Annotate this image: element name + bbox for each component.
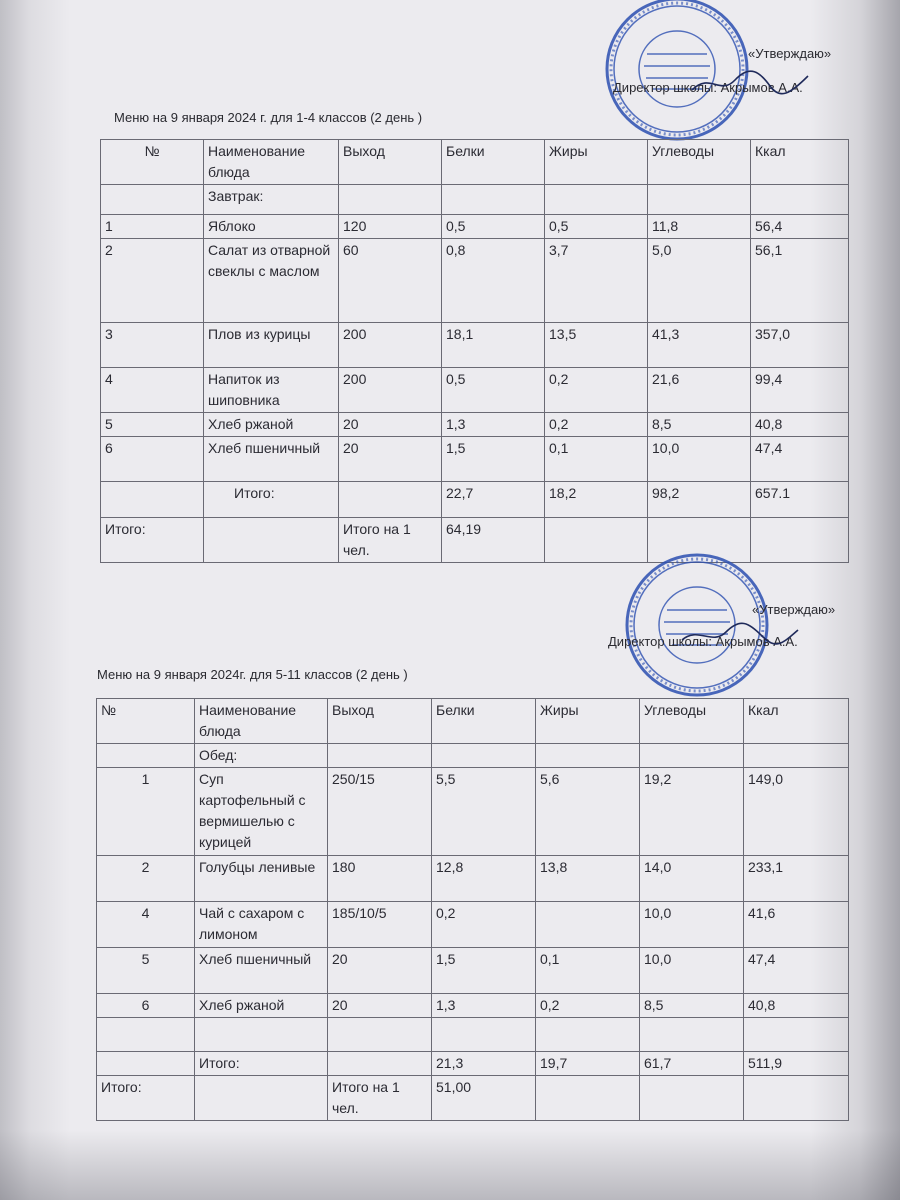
menu1-caption: Меню на 9 января 2024 г. для 1-4 классов (2 день ) (114, 110, 423, 125)
table-row: 5 Хлеб пшеничный 20 1,5 0,1 10,0 47,4 (97, 948, 849, 994)
table-row: 2 Салат из отварной свеклы с маслом 60 0,8 3,7 5,0 56,1 (101, 239, 849, 323)
table-row: 4 Чай с сахаром с лимоном 185/10/5 0,2 10,0 41,6 (97, 902, 849, 948)
per-person-value: 64,19 (442, 518, 545, 563)
header-protein: Белки (442, 140, 545, 185)
table-row: 6 Хлеб пшеничный 20 1,5 0,1 10,0 47,4 (101, 437, 849, 482)
table-row: 4 Напиток из шиповника 200 0,5 0,2 21,6 99,4 (101, 368, 849, 413)
subtotal-carbs: 61,7 (640, 1052, 744, 1076)
table-row: 5 Хлеб ржаной 20 1,3 0,2 8,5 40,8 (101, 413, 849, 437)
menu2-header-row (97, 699, 849, 744)
menu2-table (96, 698, 849, 1121)
meal-row (101, 185, 849, 215)
header-kcal: Ккал (751, 140, 849, 185)
subtotal-protein: 22,7 (442, 482, 545, 518)
meal-label: Завтрак: (204, 185, 339, 215)
signature-2 (680, 620, 800, 650)
header-carbs: Углеводы (640, 699, 744, 744)
header-carbs: Углеводы (648, 140, 751, 185)
menu1-header-row (101, 140, 849, 185)
header-kcal: Ккал (744, 699, 849, 744)
meal-row (97, 744, 849, 768)
table-row: 6 Хлеб ржаной 20 1,3 0,2 8,5 40,8 (97, 994, 849, 1018)
director-line-2: Директор школы: Акрымов А.А. (608, 634, 798, 649)
subtotal-label: Итого: (204, 482, 339, 518)
subtotal-fat: 19,7 (536, 1052, 640, 1076)
subtotal-kcal: 657.1 (751, 482, 849, 518)
subtotal-protein: 21,3 (432, 1052, 536, 1076)
table-row: 1 Суп картофельный с вермишелью с курицей 250/15 5,5 5,6 19,2 149,0 (97, 768, 849, 856)
subtotal-row (101, 482, 849, 518)
subtotal-carbs: 98,2 (648, 482, 751, 518)
table-row: 3 Плов из курицы 200 18,1 13,5 41,3 357,0 (101, 323, 849, 368)
subtotal-kcal: 511,9 (744, 1052, 849, 1076)
meal-label: Обед: (195, 744, 328, 768)
header-output: Выход (328, 699, 432, 744)
signature-1 (690, 68, 810, 98)
total-label: Итого: (97, 1076, 195, 1121)
subtotal-label: Итого: (195, 1052, 328, 1076)
total-label: Итого: (101, 518, 204, 563)
menu1-table (100, 139, 849, 563)
director-line-1: Директор школы: Акрымов А.А. (613, 80, 803, 95)
table-row: 1 Яблоко 120 0,5 0,5 11,8 56,4 (101, 215, 849, 239)
empty-row (97, 1018, 849, 1052)
subtotal-row (97, 1052, 849, 1076)
per-person-value: 51,00 (432, 1076, 536, 1121)
per-person-label: Итого на 1 чел. (339, 518, 442, 563)
approve-label-2: «Утверждаю» (752, 602, 836, 617)
header-num: № (101, 140, 204, 185)
total-row (97, 1076, 849, 1121)
header-fat: Жиры (545, 140, 648, 185)
per-person-label: Итого на 1 чел. (328, 1076, 432, 1121)
menu2-caption: Меню на 9 января 2024г. для 5-11 классов (2 день ) (97, 667, 408, 682)
header-output: Выход (339, 140, 442, 185)
header-protein: Белки (432, 699, 536, 744)
subtotal-fat: 18,2 (545, 482, 648, 518)
header-num: № (97, 699, 195, 744)
table-row: 2 Голубцы ленивые 180 12,8 13,8 14,0 233,1 (97, 856, 849, 902)
approve-label-1: «Утверждаю» (748, 46, 832, 61)
header-name: Наименование блюда (204, 140, 339, 185)
header-fat: Жиры (536, 699, 640, 744)
header-name: Наименование блюда (195, 699, 328, 744)
